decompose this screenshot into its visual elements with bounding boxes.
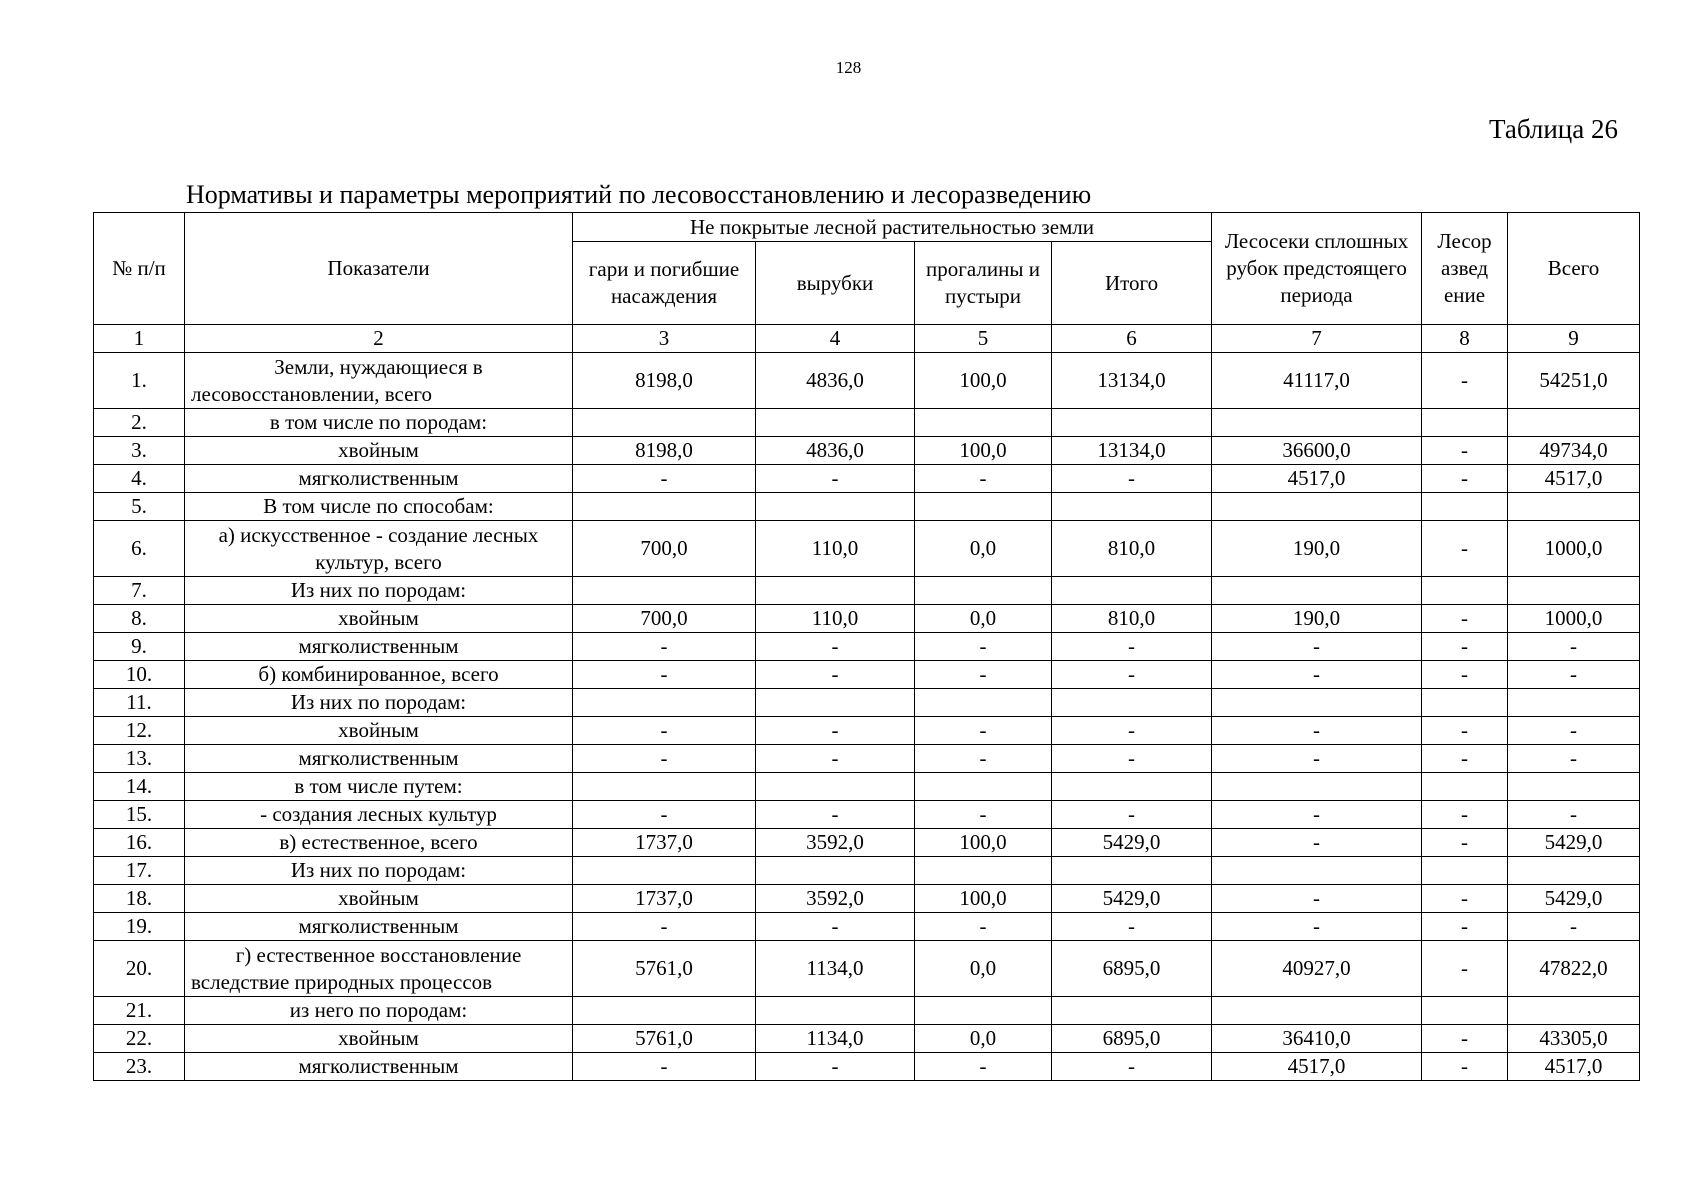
- row-number: 4.: [94, 465, 185, 493]
- cell-total: [1508, 577, 1640, 605]
- row-number: 9.: [94, 633, 185, 661]
- cell-burnt: -: [573, 717, 756, 745]
- row-number: 1.: [94, 353, 185, 409]
- cell-total: -: [1508, 745, 1640, 773]
- cell-clearcut: -: [1212, 661, 1422, 689]
- column-number: 1: [94, 325, 185, 353]
- cell-clearcut: 4517,0: [1212, 465, 1422, 493]
- row-number: 11.: [94, 689, 185, 717]
- cell-subtotal: 5429,0: [1052, 829, 1212, 857]
- cell-glades: -: [915, 1053, 1052, 1081]
- row-number: 15.: [94, 801, 185, 829]
- table-row: [94, 1053, 1640, 1081]
- cell-burnt: 700,0: [573, 521, 756, 577]
- standards-table: [93, 212, 1640, 1081]
- cell-subtotal: -: [1052, 913, 1212, 941]
- table-title: Нормативы и параметры мероприятий по лесовосстановлению и лесоразведению: [186, 180, 1092, 209]
- table-row: [94, 437, 1640, 465]
- indicator-name: хвойным: [185, 437, 573, 465]
- row-number: 23.: [94, 1053, 185, 1081]
- cell-cutover: [756, 997, 915, 1025]
- cell-afforestation: -: [1422, 717, 1508, 745]
- cell-total: [1508, 409, 1640, 437]
- table-row: [94, 493, 1640, 521]
- indicator-name: Из них по породам:: [185, 857, 573, 885]
- cell-subtotal: -: [1052, 801, 1212, 829]
- cell-afforestation: -: [1422, 605, 1508, 633]
- row-number: 13.: [94, 745, 185, 773]
- cell-subtotal: -: [1052, 717, 1212, 745]
- cell-total: 49734,0: [1508, 437, 1640, 465]
- cell-clearcut: 190,0: [1212, 521, 1422, 577]
- table-row: [94, 521, 1640, 577]
- cell-afforestation: -: [1422, 661, 1508, 689]
- table-row: [94, 409, 1640, 437]
- cell-cutover: -: [756, 633, 915, 661]
- indicator-name: мягколиственным: [185, 913, 573, 941]
- cell-burnt: 8198,0: [573, 353, 756, 409]
- cell-cutover: [756, 857, 915, 885]
- cell-clearcut: -: [1212, 913, 1422, 941]
- cell-burnt: [573, 409, 756, 437]
- cell-subtotal: 810,0: [1052, 521, 1212, 577]
- cell-burnt: [573, 857, 756, 885]
- cell-total: [1508, 493, 1640, 521]
- cell-afforestation: -: [1422, 801, 1508, 829]
- cell-total: -: [1508, 633, 1640, 661]
- table-row: [94, 605, 1640, 633]
- cell-glades: -: [915, 913, 1052, 941]
- cell-glades: [915, 577, 1052, 605]
- cell-burnt: -: [573, 1053, 756, 1081]
- cell-burnt: [573, 689, 756, 717]
- cell-total: 5429,0: [1508, 829, 1640, 857]
- table-row: [94, 885, 1640, 913]
- indicator-name: мягколиственным: [185, 1053, 573, 1081]
- cell-subtotal: [1052, 493, 1212, 521]
- table-row: [94, 801, 1640, 829]
- cell-burnt: -: [573, 801, 756, 829]
- cell-clearcut: 41117,0: [1212, 353, 1422, 409]
- cell-cutover: 110,0: [756, 521, 915, 577]
- cell-cutover: [756, 577, 915, 605]
- table-row: [94, 857, 1640, 885]
- table-row: [94, 661, 1640, 689]
- cell-cutover: -: [756, 1053, 915, 1081]
- table-row: [94, 1025, 1640, 1053]
- indicator-name: из него по породам:: [185, 997, 573, 1025]
- table-row: [94, 465, 1640, 493]
- cell-subtotal: 5429,0: [1052, 885, 1212, 913]
- indicator-name: хвойным: [185, 717, 573, 745]
- cell-glades: 0,0: [915, 941, 1052, 997]
- cell-afforestation: [1422, 997, 1508, 1025]
- table-row: [94, 829, 1640, 857]
- column-number: 5: [915, 325, 1052, 353]
- cell-total: -: [1508, 661, 1640, 689]
- cell-afforestation: -: [1422, 885, 1508, 913]
- row-number: 22.: [94, 1025, 185, 1053]
- column-number: 6: [1052, 325, 1212, 353]
- cell-clearcut: [1212, 773, 1422, 801]
- cell-burnt: -: [573, 913, 756, 941]
- cell-burnt: [573, 577, 756, 605]
- cell-total: [1508, 773, 1640, 801]
- cell-glades: -: [915, 745, 1052, 773]
- cell-burnt: 700,0: [573, 605, 756, 633]
- cell-clearcut: [1212, 577, 1422, 605]
- cell-afforestation: -: [1422, 745, 1508, 773]
- cell-cutover: [756, 493, 915, 521]
- column-number: 2: [185, 325, 573, 353]
- header-row-top: [94, 213, 1640, 242]
- cell-clearcut: [1212, 493, 1422, 521]
- cell-total: [1508, 997, 1640, 1025]
- column-numbers-row: [94, 325, 1640, 353]
- header-nonforested-group: Не покрытые лесной растительностью земли: [573, 213, 1212, 242]
- table-row: [94, 633, 1640, 661]
- cell-cutover: -: [756, 913, 915, 941]
- cell-subtotal: -: [1052, 633, 1212, 661]
- cell-burnt: 1737,0: [573, 829, 756, 857]
- table-row: [94, 913, 1640, 941]
- cell-total: -: [1508, 717, 1640, 745]
- indicator-name: г) естественное восстановление вследствие природных процессов: [185, 941, 573, 997]
- indicator-name: а) искусственное - создание лесных культур, всего: [185, 521, 573, 577]
- cell-subtotal: -: [1052, 1053, 1212, 1081]
- row-number: 12.: [94, 717, 185, 745]
- cell-subtotal: 6895,0: [1052, 1025, 1212, 1053]
- cell-glades: [915, 857, 1052, 885]
- indicator-name: в) естественное, всего: [185, 829, 573, 857]
- cell-total: -: [1508, 913, 1640, 941]
- cell-afforestation: [1422, 493, 1508, 521]
- cell-afforestation: [1422, 857, 1508, 885]
- cell-afforestation: [1422, 689, 1508, 717]
- header-subtotal: Итого: [1052, 242, 1212, 325]
- row-number: 8.: [94, 605, 185, 633]
- cell-cutover: [756, 409, 915, 437]
- row-number: 6.: [94, 521, 185, 577]
- cell-clearcut: 36410,0: [1212, 1025, 1422, 1053]
- row-number: 21.: [94, 997, 185, 1025]
- indicator-name: в том числе путем:: [185, 773, 573, 801]
- cell-cutover: [756, 689, 915, 717]
- cell-total: 47822,0: [1508, 941, 1640, 997]
- header-clearcut: Лесосеки сплошных рубок предстоящего периода: [1212, 213, 1422, 325]
- cell-glades: 0,0: [915, 521, 1052, 577]
- cell-glades: 100,0: [915, 437, 1052, 465]
- cell-cutover: -: [756, 661, 915, 689]
- column-number: 8: [1422, 325, 1508, 353]
- cell-glades: -: [915, 801, 1052, 829]
- cell-subtotal: -: [1052, 661, 1212, 689]
- column-number: 4: [756, 325, 915, 353]
- cell-clearcut: 190,0: [1212, 605, 1422, 633]
- cell-afforestation: -: [1422, 437, 1508, 465]
- cell-glades: 0,0: [915, 1025, 1052, 1053]
- cell-total: -: [1508, 801, 1640, 829]
- cell-afforestation: [1422, 577, 1508, 605]
- cell-total: 1000,0: [1508, 605, 1640, 633]
- table-row: [94, 941, 1640, 997]
- indicator-name: мягколиственным: [185, 745, 573, 773]
- indicator-name: в том числе по породам:: [185, 409, 573, 437]
- cell-clearcut: -: [1212, 717, 1422, 745]
- cell-cutover: -: [756, 717, 915, 745]
- cell-clearcut: -: [1212, 745, 1422, 773]
- cell-glades: 0,0: [915, 605, 1052, 633]
- cell-total: [1508, 857, 1640, 885]
- cell-glades: [915, 493, 1052, 521]
- cell-subtotal: 13134,0: [1052, 353, 1212, 409]
- cell-cutover: [756, 773, 915, 801]
- cell-afforestation: -: [1422, 1025, 1508, 1053]
- indicator-name: мягколиственным: [185, 633, 573, 661]
- cell-glades: -: [915, 465, 1052, 493]
- row-number: 17.: [94, 857, 185, 885]
- indicator-name: Из них по породам:: [185, 577, 573, 605]
- cell-afforestation: -: [1422, 913, 1508, 941]
- table-row: [94, 717, 1640, 745]
- cell-glades: [915, 773, 1052, 801]
- cell-subtotal: 6895,0: [1052, 941, 1212, 997]
- cell-clearcut: 36600,0: [1212, 437, 1422, 465]
- row-number: 19.: [94, 913, 185, 941]
- header-indicators: Показатели: [185, 213, 573, 325]
- header-burnt: гари и погибшие насаждения: [573, 242, 756, 325]
- table-row: [94, 689, 1640, 717]
- cell-clearcut: [1212, 689, 1422, 717]
- cell-glades: -: [915, 661, 1052, 689]
- indicator-name: Земли, нуждающиеся в лесовосстановлении, всего: [185, 353, 573, 409]
- cell-subtotal: -: [1052, 465, 1212, 493]
- cell-burnt: -: [573, 745, 756, 773]
- cell-subtotal: [1052, 857, 1212, 885]
- cell-burnt: 5761,0: [573, 1025, 756, 1053]
- indicator-name: б) комбинированное, всего: [185, 661, 573, 689]
- row-number: 5.: [94, 493, 185, 521]
- row-number: 16.: [94, 829, 185, 857]
- row-number: 10.: [94, 661, 185, 689]
- table-row: [94, 745, 1640, 773]
- cell-cutover: -: [756, 801, 915, 829]
- cell-glades: [915, 689, 1052, 717]
- cell-burnt: 8198,0: [573, 437, 756, 465]
- header-afforestation: Лесор азвед ение: [1422, 213, 1508, 325]
- column-number: 3: [573, 325, 756, 353]
- indicator-name: хвойным: [185, 885, 573, 913]
- cell-total: 43305,0: [1508, 1025, 1640, 1053]
- cell-afforestation: [1422, 409, 1508, 437]
- cell-afforestation: -: [1422, 829, 1508, 857]
- cell-clearcut: -: [1212, 885, 1422, 913]
- table-row: [94, 773, 1640, 801]
- cell-total: 4517,0: [1508, 1053, 1640, 1081]
- cell-clearcut: -: [1212, 633, 1422, 661]
- cell-afforestation: -: [1422, 353, 1508, 409]
- cell-cutover: 110,0: [756, 605, 915, 633]
- cell-clearcut: 40927,0: [1212, 941, 1422, 997]
- cell-subtotal: [1052, 409, 1212, 437]
- cell-afforestation: -: [1422, 465, 1508, 493]
- table-row: [94, 997, 1640, 1025]
- cell-cutover: -: [756, 745, 915, 773]
- cell-glades: -: [915, 633, 1052, 661]
- cell-subtotal: [1052, 577, 1212, 605]
- table-row: [94, 353, 1640, 409]
- cell-glades: [915, 409, 1052, 437]
- cell-total: 4517,0: [1508, 465, 1640, 493]
- column-number: 9: [1508, 325, 1640, 353]
- table-row: [94, 577, 1640, 605]
- cell-cutover: 3592,0: [756, 885, 915, 913]
- header-num: № п/п: [94, 213, 185, 325]
- cell-clearcut: -: [1212, 801, 1422, 829]
- header-total: Всего: [1508, 213, 1640, 325]
- cell-cutover: 4836,0: [756, 437, 915, 465]
- cell-clearcut: -: [1212, 829, 1422, 857]
- cell-burnt: [573, 773, 756, 801]
- cell-burnt: 5761,0: [573, 941, 756, 997]
- header-cutover: вырубки: [756, 242, 915, 325]
- indicator-name: хвойным: [185, 605, 573, 633]
- indicator-name: хвойным: [185, 1025, 573, 1053]
- row-number: 14.: [94, 773, 185, 801]
- cell-subtotal: -: [1052, 745, 1212, 773]
- cell-subtotal: [1052, 773, 1212, 801]
- cell-clearcut: [1212, 857, 1422, 885]
- row-number: 20.: [94, 941, 185, 997]
- cell-subtotal: [1052, 997, 1212, 1025]
- cell-glades: -: [915, 717, 1052, 745]
- cell-burnt: -: [573, 633, 756, 661]
- cell-burnt: -: [573, 465, 756, 493]
- row-number: 18.: [94, 885, 185, 913]
- cell-clearcut: [1212, 997, 1422, 1025]
- indicator-name: В том числе по способам:: [185, 493, 573, 521]
- cell-total: 54251,0: [1508, 353, 1640, 409]
- cell-cutover: 1134,0: [756, 1025, 915, 1053]
- header-glades: прогалины и пустыри: [915, 242, 1052, 325]
- cell-afforestation: [1422, 773, 1508, 801]
- cell-glades: 100,0: [915, 353, 1052, 409]
- cell-burnt: -: [573, 661, 756, 689]
- row-number: 2.: [94, 409, 185, 437]
- page-number: 128: [835, 58, 862, 77]
- cell-afforestation: -: [1422, 521, 1508, 577]
- cell-cutover: -: [756, 465, 915, 493]
- cell-burnt: 1737,0: [573, 885, 756, 913]
- indicator-name: мягколиственным: [185, 465, 573, 493]
- cell-subtotal: 810,0: [1052, 605, 1212, 633]
- cell-cutover: 1134,0: [756, 941, 915, 997]
- cell-afforestation: -: [1422, 1053, 1508, 1081]
- cell-total: 5429,0: [1508, 885, 1640, 913]
- cell-afforestation: -: [1422, 633, 1508, 661]
- cell-total: [1508, 689, 1640, 717]
- cell-glades: [915, 997, 1052, 1025]
- cell-burnt: [573, 997, 756, 1025]
- indicator-name: Из них по породам:: [185, 689, 573, 717]
- cell-glades: 100,0: [915, 885, 1052, 913]
- indicator-name: - создания лесных культур: [185, 801, 573, 829]
- cell-clearcut: 4517,0: [1212, 1053, 1422, 1081]
- cell-total: 1000,0: [1508, 521, 1640, 577]
- cell-afforestation: -: [1422, 941, 1508, 997]
- row-number: 3.: [94, 437, 185, 465]
- cell-cutover: 4836,0: [756, 353, 915, 409]
- column-number: 7: [1212, 325, 1422, 353]
- cell-burnt: [573, 493, 756, 521]
- row-number: 7.: [94, 577, 185, 605]
- cell-cutover: 3592,0: [756, 829, 915, 857]
- cell-subtotal: 13134,0: [1052, 437, 1212, 465]
- cell-clearcut: [1212, 409, 1422, 437]
- cell-glades: 100,0: [915, 829, 1052, 857]
- table-label: Таблица 26: [1489, 114, 1618, 144]
- cell-subtotal: [1052, 689, 1212, 717]
